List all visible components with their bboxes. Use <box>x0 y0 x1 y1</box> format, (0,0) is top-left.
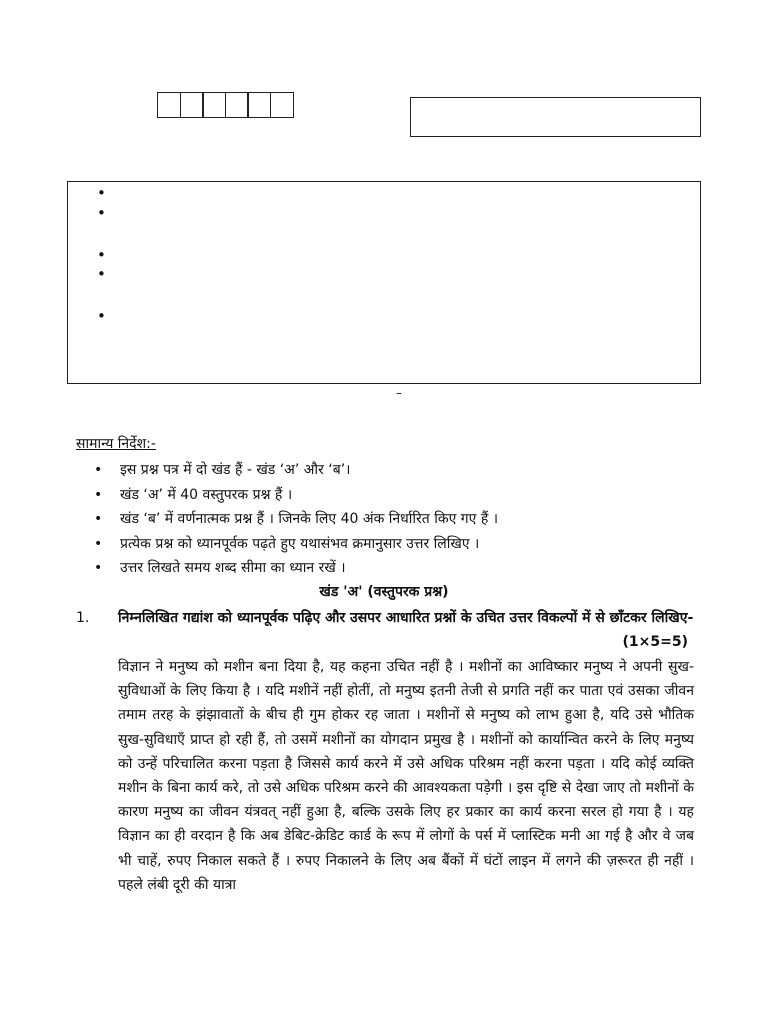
question-marks: (1×5=5) <box>622 634 688 650</box>
question-text: निम्नलिखित गद्यांश को ध्यानपूर्वक पढ़िए और उसपर आधारित प्रश्नों के उचित उत्तर विकल्पों में से छाँटकर लिखिए- <box>118 610 694 626</box>
bullet-icon: • <box>94 560 103 576</box>
question-number: 1. <box>76 610 90 626</box>
roll-number-box <box>202 92 226 118</box>
bullet-icon: • <box>94 535 103 552</box>
bullet-icon: • <box>97 265 106 283</box>
instruction-text: खंड ‘ब’ में वर्णनात्मक प्रश्न हैं । जिनके लिए 40 अंक निर्धारित किए गए हैं । <box>120 511 499 527</box>
passage-text: विज्ञान ने मनुष्य को मशीन बना दिया है, यह कहना उचित नहीं है । मशीनों का आविष्कार मनुष्य ने अपनी सुख-सुविधाओं के लिए किया है । यदि मशीनें नहीं होतीं, तो मनुष्य इतनी तेजी से प्रगति नहीं कर पाता एवं उसका जीवन तमाम तरह के झंझावातों के बीच ही गुम होकर रह जाता । मशीनों से मनुष्य को लाभ हुआ है, यदि उसे भौतिक सुख-सुविधाएँ प्राप्त हो रही हैं, तो उसमें मशीनों का योगदान प्रमुख है । मशीनों को कार्यान्वित करने के लिए मनुष्य को उन्हें परिचालित करना पड़ता है जिससे कार्य करने में उसे अधिक परिश्रम नहीं करना पड़ता । यदि कोई व्यक्ति मशीन के बिना कार्य करे, तो उसे अधिक परिश्रम करने की आवश्यकता पड़ेगी । इस दृष्टि से देखा जाए तो मशीनों के कारण मनुष्य का जीवन यंत्रवत् नहीं हुआ है, बल्कि उसके लिए हर प्रकार का कार्य करना सरल हो गया है । यह विज्ञान का ही वरदान है कि अब डेबिट-क्रेडिट कार्ड के रूप में लोगों के पर्स में प्लास्टिक मनी आ गई है और वे जब भी चाहें, रुपए निकाल सकते हैं । रुपए निकालने के लिए अब बैंकों में घंटों लाइन में लगने की ज़रूरत ही नहीं । पहले लंबी दूरी की यात्रा <box>118 659 694 893</box>
roll-number-box <box>247 92 271 118</box>
list-item <box>94 532 498 557</box>
bullet-icon: • <box>94 486 103 503</box>
general-instructions-list <box>94 458 498 581</box>
bullet-icon: • <box>97 204 106 222</box>
roll-number-box <box>157 92 181 118</box>
roll-number-box <box>180 92 204 118</box>
roll-number-box <box>270 92 294 118</box>
bullet-icon: • <box>97 246 106 264</box>
bullet-icon: • <box>94 511 103 527</box>
list-item <box>94 556 498 581</box>
list-item <box>94 458 498 483</box>
roll-number-boxes <box>157 92 294 118</box>
separator-dash: – <box>396 386 402 400</box>
bullet-icon: • <box>94 462 103 478</box>
code-box <box>410 97 701 137</box>
instruction-text: खंड ‘अ’ में 40 वस्तुपरक प्रश्न हैं । <box>120 486 293 503</box>
list-item <box>94 507 498 532</box>
instruction-text: उत्तर लिखते समय शब्द सीमा का ध्यान रखें । <box>120 560 346 576</box>
bullet-icon: • <box>97 184 106 202</box>
instruction-text: प्रत्येक प्रश्न को ध्यानपूर्वक पढ़ते हुए यथासंभव क्रमानुसार उत्तर लिखिए । <box>120 535 480 552</box>
general-instructions-title: सामान्य निर्देश:- <box>76 436 156 452</box>
instructions-box <box>67 181 701 384</box>
list-item <box>94 483 498 508</box>
roll-number-box <box>225 92 249 118</box>
section-a-heading: खंड 'अ' (वस्तुपरक प्रश्न) <box>319 584 449 600</box>
instruction-text: इस प्रश्न पत्र में दो खंड हैं - खंड ‘अ’ और ‘ब’। <box>120 462 351 478</box>
bullet-icon: • <box>97 307 106 325</box>
